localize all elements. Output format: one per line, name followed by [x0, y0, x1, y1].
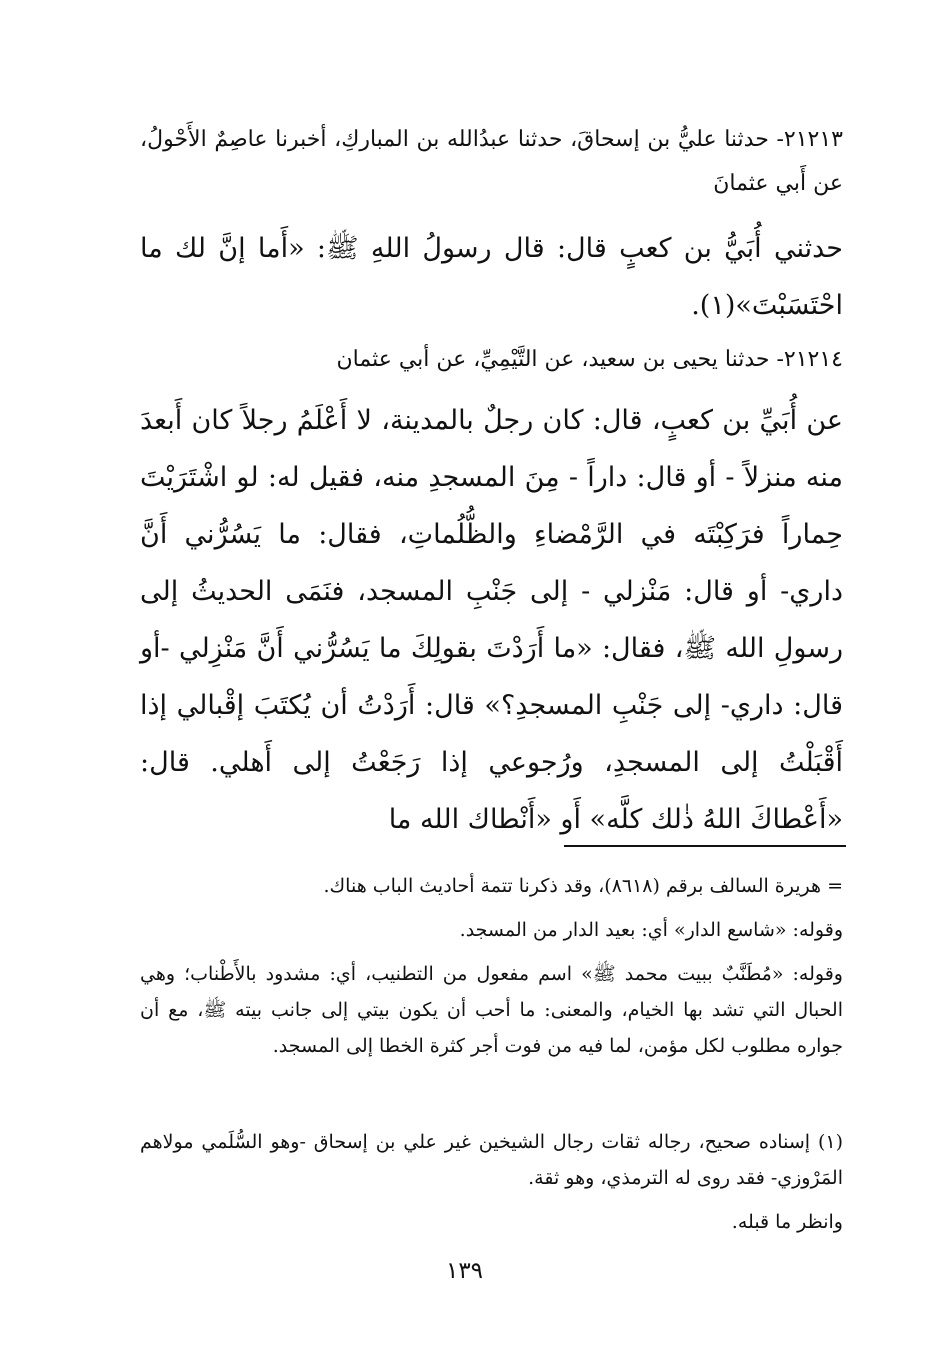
hadith-21213-matn: حدثني أُبَيُّ بن كعبٍ قال: قال رسولُ اللهِ ﷺ: «أَما إنَّ لك ما احْتَسَبْتَ»(١). — [140, 233, 843, 321]
footnote-divider — [564, 845, 846, 847]
footnote-1: (١) إسناده صحيح، رجاله ثقات رجال الشيخين غير علي بن إسحاق -وهو السُّلَمي مولاهم المَرْوزي- فقد روى له الترمذي، وهو ثقة. — [140, 1131, 843, 1189]
footnote-continuation: = هريرة السالف برقم (٨٦١٨)، وقد ذكرنا تتمة أحاديث الباب هناك. — [323, 875, 843, 897]
hadith-21213-isnad: ٢١٢١٣- حدثنا عليُّ بن إسحاقَ، حدثنا عبدُالله بن المباركِ، أخبرنا عاصِمٌ الأَحْولُ، عن أَبي عثمانَ — [140, 127, 843, 196]
hadith-21214-isnad: ٢١٢١٤- حدثنا يحيى بن سعيد، عن التَّيْمِيِّ، عن أبي عثمان — [336, 347, 843, 372]
footnote-mutannab: وقوله: «مُطَنَّبٌ ببيت محمد ﷺ» اسم مفعول من التطنيب، أي: مشدود بالأَطْناب؛ وهي الحبال التي تشد بها الخيام، والمعنى: ما أحب أن يكون بيتي إلى جانب بيته ﷺ، مع أن جواره مطلوب لكل مؤمن، لما فيه من فوت أجر كثرة الخطا إلى المسجد. — [140, 963, 843, 1057]
footnote-1-see-previous: وانظر ما قبله. — [731, 1211, 843, 1233]
hadith-21214-matn: عن أُبَيِّ بن كعبٍ، قال: كان رجلٌ بالمدينة، لا أَعْلَمُ رجلاً كان أَبعدَ منه منزلاً - أو قال: داراً - مِنَ المسجدِ منه، فقيل له: لو اشْتَرَيْتَ حِماراً فرَكِبْتَه في الرَّمْضاءِ والظُّلُماتِ، فقال: ما يَسُرُّني أَنَّ داري- أو قال: مَنْزلي - إلى جَنْبِ المسجد، فنَمَى الحديثُ إلى رسولِ الله ﷺ، فقال: «ما أَرَدْتَ بقولِكَ ما يَسُرُّني أَنَّ مَنْزِلي -أو قال: داري- إلى جَنْبِ المسجدِ؟» قال: أَرَدْتُ أن يُكتَبَ إقْبالي إذا أَقْبَلْتُ إلى المسجدِ، ورُجوعي إذا رَجَعْتُ إلى أَهلي. قال: «أَعْطاكَ اللهُ ذٰلك كلَّه» أَو «أَنْطاك الله ما — [140, 405, 843, 835]
footnote-shasi-al-dar: وقوله: «شاسع الدار» أي: بعيد الدار من المسجد. — [459, 919, 843, 941]
page-number: ١٣٩ — [445, 1258, 484, 1284]
